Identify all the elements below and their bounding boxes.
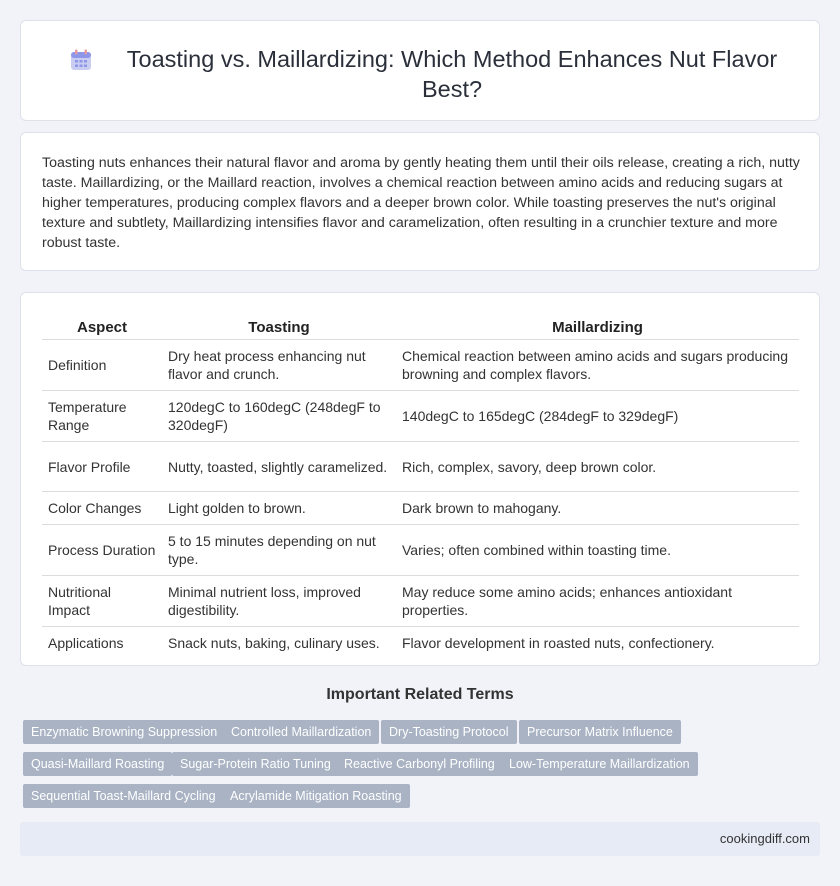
table-row <box>42 492 799 525</box>
table-row <box>42 576 799 627</box>
footer-site-link[interactable]: cookingdiff.com <box>719 831 810 846</box>
table-cell-toasting: Nutty, toasted, slightly caramelized. <box>162 442 396 492</box>
related-term-tag[interactable]: Precursor Matrix Influence <box>519 720 681 744</box>
table-cell-toasting: Snack nuts, baking, culinary uses. <box>168 635 380 651</box>
table-row <box>42 525 799 576</box>
related-term-tag[interactable]: Low-Temperature Maillardization <box>501 752 698 776</box>
table-cell-aspect: Color Changes <box>42 492 162 525</box>
page-title: Toasting vs. Maillardizing: Which Method Enhances Nut Flavor Best? <box>126 46 778 102</box>
table-cell-aspect: Applications <box>48 635 124 651</box>
table-cell-toasting: Light golden to brown. <box>162 492 396 525</box>
table-cell-toasting: 120degC to 160degC (248degF to 320degF) <box>162 391 396 442</box>
table-cell-maillardizing: Varies; often combined within toasting time. <box>396 525 799 576</box>
related-term-tag[interactable]: Controlled Maillardization <box>223 720 379 744</box>
table-row <box>42 340 799 391</box>
table-cell-maillardizing: Flavor development in roasted nuts, confectionery. <box>402 635 715 651</box>
related-term-tag[interactable]: Quasi-Maillard Roasting <box>23 752 172 776</box>
table-cell-aspect: Temperature Range <box>42 391 162 442</box>
table-cell-aspect: Nutritional Impact <box>42 576 162 627</box>
intro-card <box>20 132 820 271</box>
table-cell-maillardizing: May reduce some amino acids; enhances antioxidant properties. <box>396 576 799 627</box>
table-cell-maillardizing: Rich, complex, savory, deep brown color. <box>396 442 799 492</box>
related-term-tag[interactable]: Dry-Toasting Protocol <box>381 720 517 744</box>
footer-bar <box>20 822 820 856</box>
table-cell-maillardizing: 140degC to 165degC (284degF to 329degF) <box>396 391 799 442</box>
intro-paragraph: Toasting nuts enhances their natural flavor and aroma by gently heating them until their oils release, creating a rich, nutty taste. Maillardizing, or the Maillard reaction, involves a chemical reaction between amino acids and reducing sugars at higher temperatures, producing complex flavors and a deeper brown color. While toasting preserves the nut's original texture and subtlety, Maillardizing intensifies flavor and caramelization, often resulting in a crunchier texture and more robust taste. <box>42 155 800 251</box>
table-cell-aspect: Definition <box>42 340 162 391</box>
related-term-tag[interactable]: Sequential Toast-Maillard Cycling <box>23 784 224 808</box>
table-row <box>42 627 799 660</box>
table-row <box>42 391 799 442</box>
comparison-table-card <box>20 292 820 666</box>
column-header-toasting: Toasting <box>162 315 396 340</box>
related-term-tag[interactable]: Sugar-Protein Ratio Tuning <box>172 752 339 776</box>
column-header-maillardizing: Maillardizing <box>396 315 799 340</box>
comparison-table <box>42 315 799 659</box>
related-term-tag[interactable]: Acrylamide Mitigation Roasting <box>222 784 410 808</box>
header-card <box>20 20 820 121</box>
table-cell-toasting: Dry heat process enhancing nut flavor and crunch. <box>162 340 396 391</box>
table-cell-maillardizing: Dark brown to mahogany. <box>396 492 799 525</box>
table-cell-aspect: Process Duration <box>42 525 162 576</box>
related-term-tag[interactable]: Enzymatic Browning Suppression <box>23 720 225 744</box>
column-header-aspect: Aspect <box>42 315 162 340</box>
table-header-row <box>42 315 799 340</box>
related-terms-title: Important Related Terms <box>326 686 514 703</box>
table-cell-toasting: 5 to 15 minutes depending on nut type. <box>162 525 396 576</box>
related-term-tag[interactable]: Reactive Carbonyl Profiling <box>336 752 503 776</box>
calendar-icon <box>69 48 93 72</box>
table-cell-maillardizing: Chemical reaction between amino acids and sugars producing browning and complex flavors. <box>396 340 799 391</box>
table-row <box>42 442 799 492</box>
table-cell-aspect: Flavor Profile <box>42 442 162 492</box>
table-cell-toasting: Minimal nutrient loss, improved digestibility. <box>162 576 396 627</box>
